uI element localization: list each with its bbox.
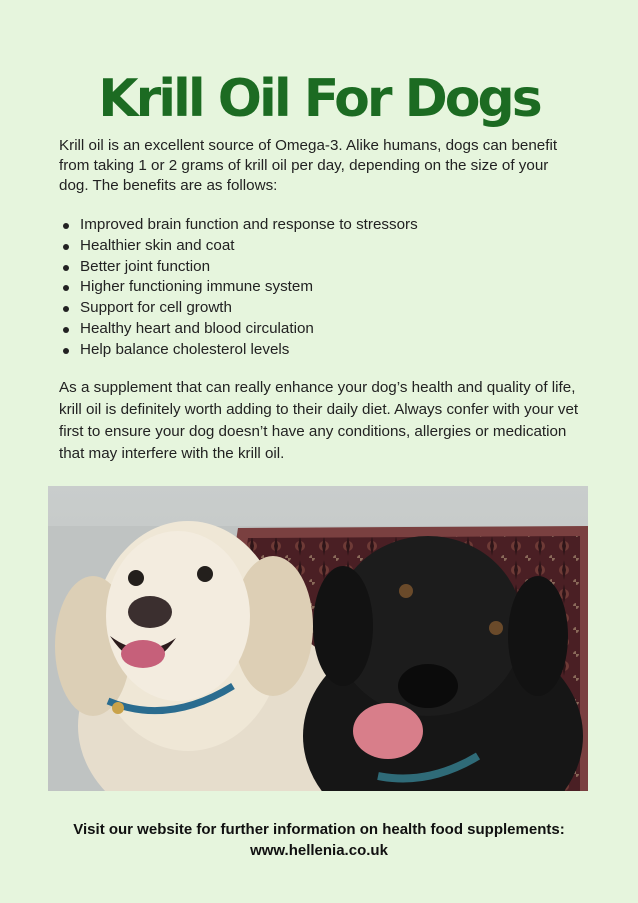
closing-paragraph: As a supplement that can really enhance your dog’s health and quality of life, krill oil is definitely worth adding to their daily diet. Always confer with your vet first to ensure your dog doesn’t have any conditions, allergies or medication that may interfere with the krill oil. [59, 379, 579, 462]
page-title: Krill Oil For Dogs [98, 68, 540, 129]
list-item: Healthy heart and blood circulation [60, 319, 560, 340]
list-item: Help balance cholesterol levels [60, 340, 560, 361]
website-link[interactable]: www.hellenia.co.uk [250, 842, 388, 859]
list-item: Healthier skin and coat [60, 236, 560, 257]
dogs-photo [48, 486, 588, 791]
list-item: Improved brain function and response to stressors [60, 215, 560, 236]
list-item: Higher functioning immune system [60, 277, 560, 298]
list-item: Better joint function [60, 257, 560, 278]
dogs-illustration [48, 486, 588, 791]
intro-paragraph: Krill oil is an excellent source of Omega-3. Alike humans, dogs can benefit from taking 1 or 2 grams of krill oil per day, depending on the size of your dog. The benefits are as follows: [59, 137, 558, 194]
list-item: Support for cell growth [60, 298, 560, 319]
footer-text: Visit our website for further information on health food supplements: [73, 821, 565, 838]
footer [0, 819, 638, 861]
benefits-list [60, 215, 560, 361]
